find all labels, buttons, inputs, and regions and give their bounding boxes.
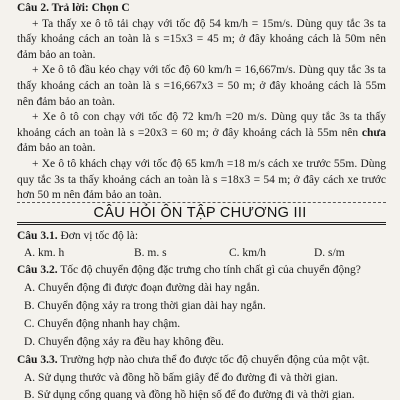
answer-2-section bbox=[17, 1, 386, 204]
title-underline bbox=[17, 222, 386, 223]
option-c: C. km/h bbox=[229, 247, 267, 259]
answer-2-paragraph-tractor: + Xe ô tô đầu kéo chạy với tốc độ 60 km/h = 16,667m/s. Dùng quy tắc 3s ta thấy khoảng cách an toàn là s =16,667x3 = 50 m; ở đây khoảng cách là 55m nên đảm bảo an toàn. bbox=[17, 64, 386, 108]
question-3-2-option-c: C. Chuyển động nhanh hay chậm. bbox=[24, 318, 181, 330]
question-3-2-option-a: A. Chuyển động đi được đoạn đường dài hay ngắn. bbox=[24, 282, 260, 294]
answer-2-paragraph-bus: + Xe ô tô khách chạy với tốc độ 65 km/h =18 m/s cách xe trước 55m. Dùng quy tắc 3s ta thấy khoảng cách an toàn là s =18x3 = 54 m; ở đây cách xe trước hơn 50 m nên đảm bảo an toàn. bbox=[17, 157, 386, 202]
question-number: Câu 3.1. bbox=[17, 230, 58, 242]
question-3-2-text bbox=[17, 264, 361, 276]
option-a: A. km. h bbox=[24, 247, 65, 259]
option-b: B. m. s bbox=[134, 247, 167, 259]
question-3-3-option-b: B. Sử dụng cổng quang và đồng hồ hiện số để đo đường đi và thời gian. bbox=[24, 389, 355, 400]
title-underline-second bbox=[17, 224, 386, 225]
answer-2-heading: Câu 2. Trả lời: Chọn C bbox=[17, 2, 130, 14]
answer-2-paragraph-car: + Xe ô tô con chạy với tốc độ 72 km/h =20 m/s. Dùng quy tắc 3s ta thấy khoảng cách an toàn là s =20x3 = 60 m; ở đây khoảng cách là 55m nên chưa đảm bảo an toàn. bbox=[17, 111, 386, 155]
question-text: Đơn vị tốc độ là: bbox=[57, 230, 139, 242]
question-3-1-stem bbox=[17, 229, 386, 245]
question-3-2-option-b: B. Chuyển động xảy ra trong thời gian dài hay ngắn. bbox=[24, 300, 266, 312]
question-3-2-stem bbox=[17, 263, 386, 279]
question-text: Trường hợp nào chưa thể đo được tốc độ chuyển động của một vật. bbox=[57, 354, 370, 366]
chapter-review-title: CÂU HỎI ÔN TẬP CHƯƠNG III bbox=[93, 205, 307, 221]
option-d: D. s/m bbox=[314, 247, 345, 259]
question-number: Câu 3.2. bbox=[17, 264, 58, 276]
question-3-3-option-a: A. Sử dụng thước và đồng hồ bấm giây để đo đường đi và thời gian. bbox=[24, 372, 338, 384]
question-number: Câu 3.3. bbox=[17, 354, 58, 366]
question-3-2-option-d: D. Chuyển động xảy ra đều hay không đều. bbox=[24, 336, 224, 348]
section-divider bbox=[17, 202, 386, 203]
question-text: Tốc độ chuyển động đặc trưng cho tính chất gì của chuyển động? bbox=[57, 264, 361, 276]
question-3-3-stem bbox=[17, 353, 386, 369]
answer-2-paragraph-truck: + Ta thấy xe ô tô tải chạy với tốc độ 54 km/h = 15m/s. Dùng quy tắc 3s ta thấy khoảng cách an toàn là s =15x3 = 45 m; ở đây khoảng cách là 50m nên đảm bảo an toàn. bbox=[17, 17, 386, 61]
